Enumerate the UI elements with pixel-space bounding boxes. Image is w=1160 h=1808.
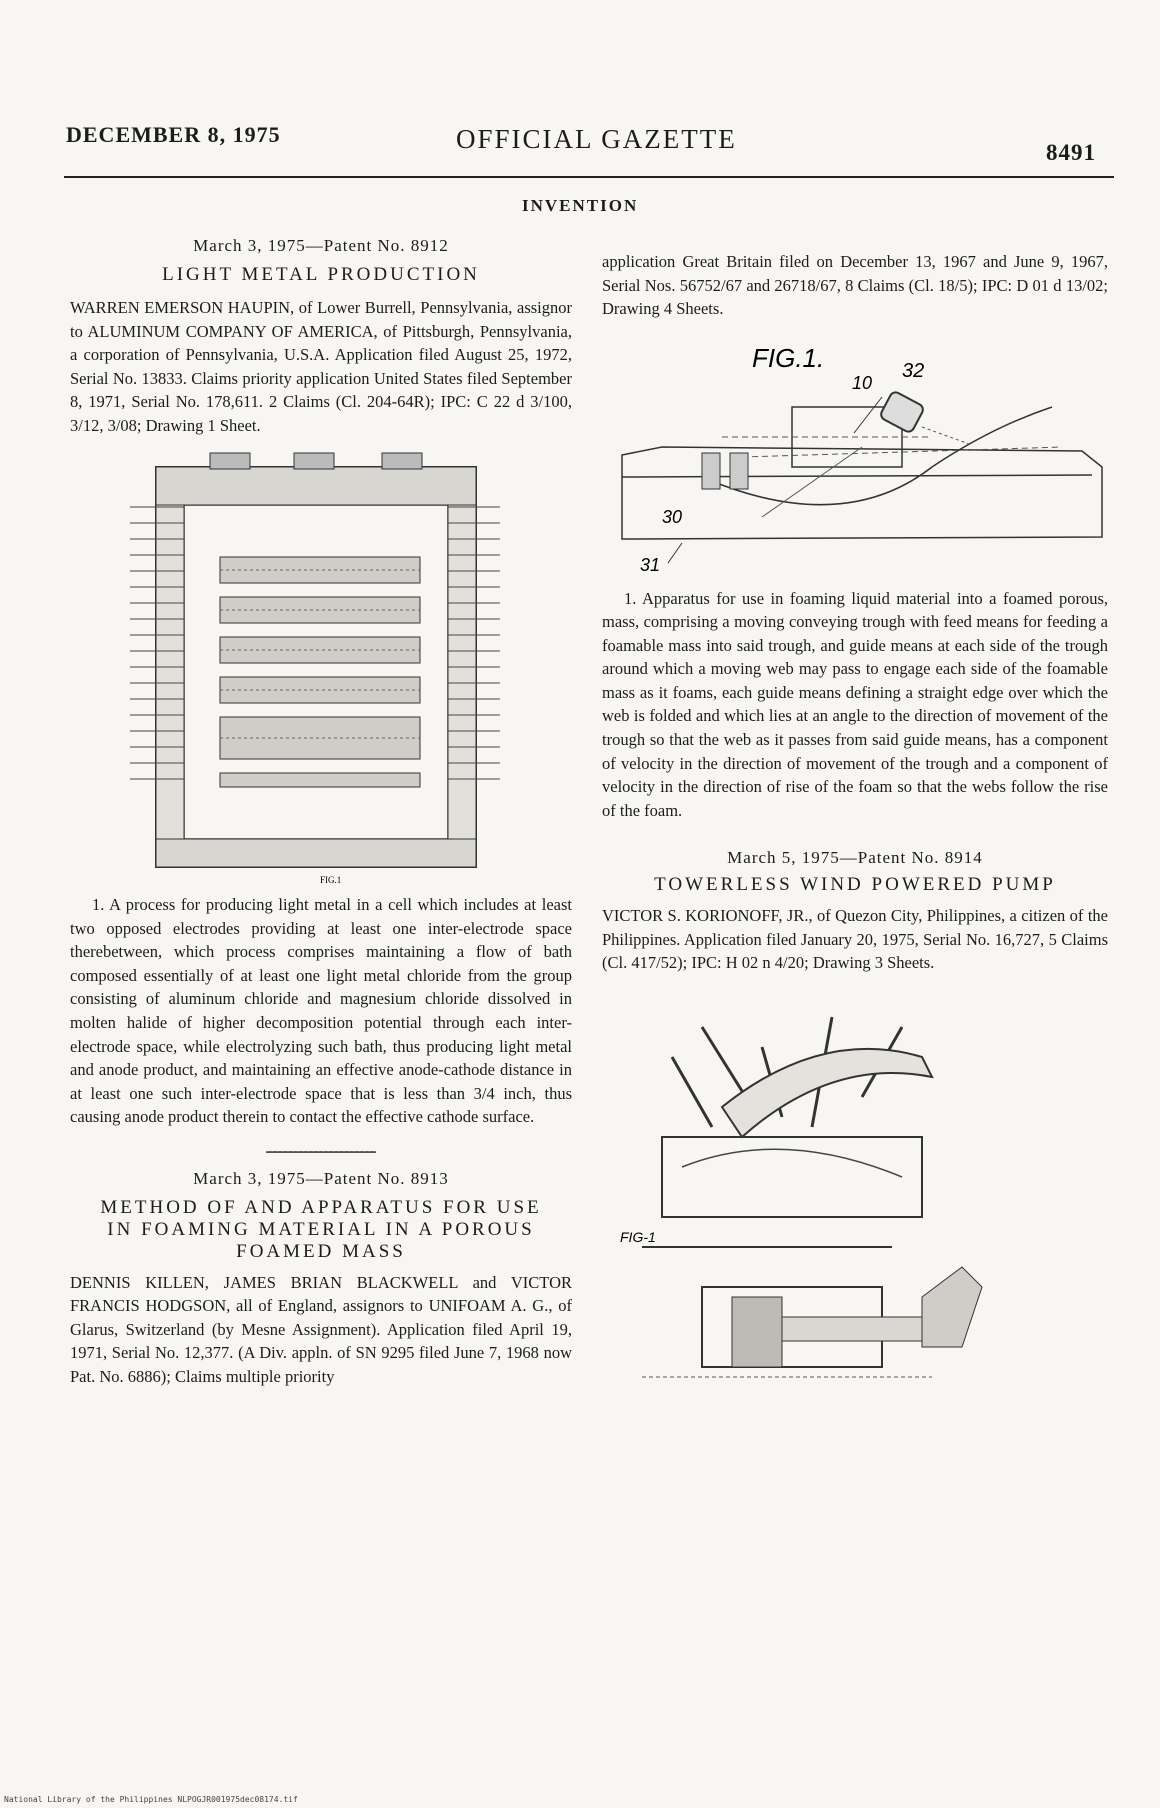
cell-figure-caption: FIG.1 bbox=[320, 875, 342, 885]
pump-figure-caption: FIG-1 bbox=[620, 1228, 656, 1245]
section-title: INVENTION bbox=[522, 196, 639, 215]
header-page-number: 8491 bbox=[1046, 140, 1096, 165]
patent-8913-details-cont: application Great Britain filed on December 13, 1967 and June 9, 1967, Serial Nos. 56752/67 and 26718/67, 8 Claims (Cl. 18/5); IPC: D 01 d 13/02; Drawing 4 Sheets. bbox=[602, 252, 1108, 318]
fig1-label-31: 31 bbox=[640, 554, 661, 575]
fig1-label-32: 32 bbox=[902, 359, 925, 382]
patent-8914-title: TOWERLESS WIND POWERED PUMP bbox=[654, 874, 1056, 896]
patent-8913-claim: 1. Apparatus for use in foaming liquid material into a foamed porous, mass, comprising a moving conveying trough with feed means for feeding a foamable mass into said trough, and guide means at each side of the trough around which a moving web may pass to engage each side of the foamable mass as it foams, each guide means defining a straight edge over which the web is folded and which lies at an angle to the direction of movement of the trough so that the web as it passes from said guide means, has a component of velocity in the direction of movement of the trough and a component of velocity in the direction of rise of the foam so that the webs follow the rise of the foam. bbox=[602, 588, 1108, 820]
patent-8913-title-line2: IN FOAMING MATERIAL IN A POROUS bbox=[107, 1218, 535, 1240]
patent-8913-title-line3: FOAMED MASS bbox=[236, 1240, 406, 1262]
header-rule bbox=[64, 176, 1114, 178]
patent-8912-date: March 3, 1975—Patent No. 8912 bbox=[193, 236, 449, 255]
fig1-label-30: 30 bbox=[662, 506, 683, 527]
fig1-label-10: 10 bbox=[852, 372, 873, 393]
patent-8914-details: VICTOR S. KORIONOFF, JR., of Quezon City, Philippines, a citizen of the Philippines. Application filed January 20, 1975, Serial No. 16,727, 5 Claims (Cl. 417/52); IPC: H 02 n 4/20; Drawing 3 Sheets. bbox=[602, 906, 1108, 973]
foaming-apparatus-drawing bbox=[602, 327, 1108, 577]
electrolytic-cell-drawing bbox=[70, 447, 572, 887]
header-title: OFFICIAL GAZETTE bbox=[456, 124, 737, 154]
header-date: DECEMBER 8, 1975 bbox=[66, 122, 281, 147]
patent-8913-title-line1: METHOD OF AND APPARATUS FOR USE bbox=[100, 1196, 542, 1218]
patent-8913-date: March 3, 1975—Patent No. 8913 bbox=[193, 1168, 449, 1188]
separator bbox=[266, 1151, 376, 1153]
patent-8912-title: LIGHT METAL PRODUCTION bbox=[162, 264, 480, 285]
wind-pump-drawing bbox=[602, 987, 1108, 1407]
patent-8913-details: DENNIS KILLEN, JAMES BRIAN BLACKWELL and VICTOR FRANCIS HODGSON, all of England, assignors to UNIFOAM A. G., of Glarus, Switzerland (by Mesne Assignment). Application filed April 19, 1971, Serial No. 12,377. (A Div. appln. of SN 9295 filed June 7, 1968 now Pat. No. 6886); Claims multiple priority bbox=[70, 1272, 572, 1386]
patent-8914-date: March 5, 1975—Patent No. 8914 bbox=[727, 848, 983, 868]
left-column bbox=[70, 236, 572, 1388]
patent-8912-claim: 1. A process for producing light metal in a cell which includes at least two opposed electrodes providing at least one inter-electrode space therebetween, which process comprises maintaining a flow of bath composed essentially of at least one light metal chloride from the group consisting of aluminum chloride and magnesium chloride dissolved in molten halide of higher decomposition potential through each inter-electrode space, while electrolyzing such bath, thus producing light metal and anode product, and maintaining an effective anode-cathode distance in at least one such inter-electrode space that is less than 3/4 inch, thus causing anode product therein to contact the effective cathode surface. bbox=[70, 895, 572, 1127]
scan-footer: National Library of the Philippines NLPOGJR001975dec08174.tif bbox=[4, 1795, 298, 1804]
patent-8912-details: WARREN EMERSON HAUPIN, of Lower Burrell, Pennsylvania, assignor to ALUMINUM COMPANY OF AMERICA, of Pittsburgh, Pennsylvania, a corporation of Pennsylvania, U.S.A. Application filed August 25, 1972, Serial No. 13833. Claims priority application United States filed September 8, 1971, Serial No. 178,611. 2 Claims (Cl. 204-64R); IPC: C 22 d 3/100, 3/12, 3/08; Drawing 1 Sheet. bbox=[70, 298, 572, 435]
fig1-title: FIG.1. bbox=[752, 342, 825, 373]
right-column bbox=[602, 250, 1108, 1407]
